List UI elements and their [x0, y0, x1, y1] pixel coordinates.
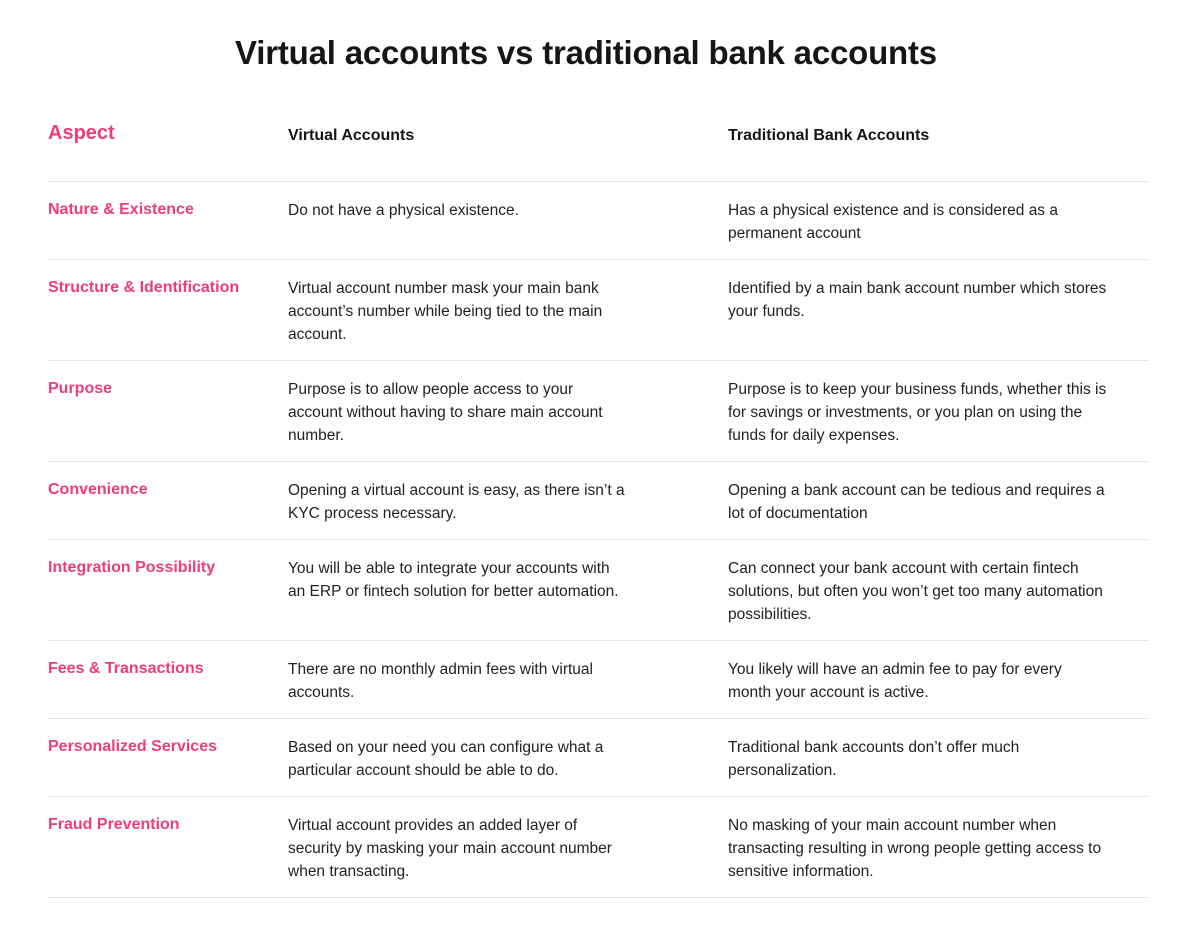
table-header-row [48, 112, 1148, 182]
aspect-label: Integration Possibility [48, 559, 216, 576]
aspect-label: Fraud Prevention [48, 816, 180, 833]
aspect-label: Nature & Existence [48, 201, 194, 218]
comparison-table [48, 112, 1148, 898]
traditional-cell: Purpose is to keep your business funds, whether this is for savings or investments, or you plan on using the funds for daily expenses. [728, 381, 1107, 444]
table-row [48, 462, 1148, 540]
virtual-cell: Based on your need you can configure what a particular account should be able to do. [288, 739, 604, 779]
table-row [48, 719, 1148, 797]
virtual-cell: Purpose is to allow people access to your account without having to share main account number. [288, 381, 603, 444]
table-row [48, 182, 1148, 260]
table-row [48, 641, 1148, 719]
table-row [48, 797, 1148, 898]
virtual-cell: Do not have a physical existence. [288, 202, 519, 219]
page-title: Virtual accounts vs traditional bank accounts [235, 34, 937, 71]
header-virtual-accounts: Virtual Accounts [288, 127, 415, 144]
virtual-cell: Virtual account number mask your main bank account’s number while being tied to the main account. [288, 280, 603, 343]
header-traditional-accounts: Traditional Bank Accounts [728, 127, 930, 144]
table-row [48, 260, 1148, 361]
table-row [48, 361, 1148, 462]
virtual-cell: There are no monthly admin fees with virtual accounts. [288, 661, 593, 701]
aspect-label: Structure & Identification [48, 279, 240, 296]
aspect-label: Purpose [48, 380, 113, 397]
traditional-cell: Identified by a main bank account number which stores your funds. [728, 280, 1107, 320]
traditional-cell: Traditional bank accounts don’t offer much personalization. [728, 739, 1020, 779]
virtual-cell: Opening a virtual account is easy, as there isn’t a KYC process necessary. [288, 482, 625, 522]
traditional-cell: No masking of your main account number when transacting resulting in wrong people getting access to sensitive information. [728, 817, 1102, 880]
virtual-cell: Virtual account provides an added layer of security by masking your main account number when transacting. [288, 817, 612, 880]
traditional-cell: Has a physical existence and is considered as a permanent account [728, 202, 1058, 242]
traditional-cell: Can connect your bank account with certain fintech solutions, but often you won’t get too many automation possibilities. [728, 560, 1103, 623]
aspect-label: Personalized Services [48, 738, 217, 755]
table-row [48, 540, 1148, 641]
aspect-label: Convenience [48, 481, 148, 498]
traditional-cell: You likely will have an admin fee to pay for every month your account is active. [728, 661, 1062, 701]
aspect-label: Fees & Transactions [48, 660, 204, 677]
traditional-cell: Opening a bank account can be tedious and requires a lot of documentation [728, 482, 1105, 522]
header-aspect: Aspect [48, 122, 115, 144]
virtual-cell: You will be able to integrate your accounts with an ERP or fintech solution for better automation. [288, 560, 619, 600]
